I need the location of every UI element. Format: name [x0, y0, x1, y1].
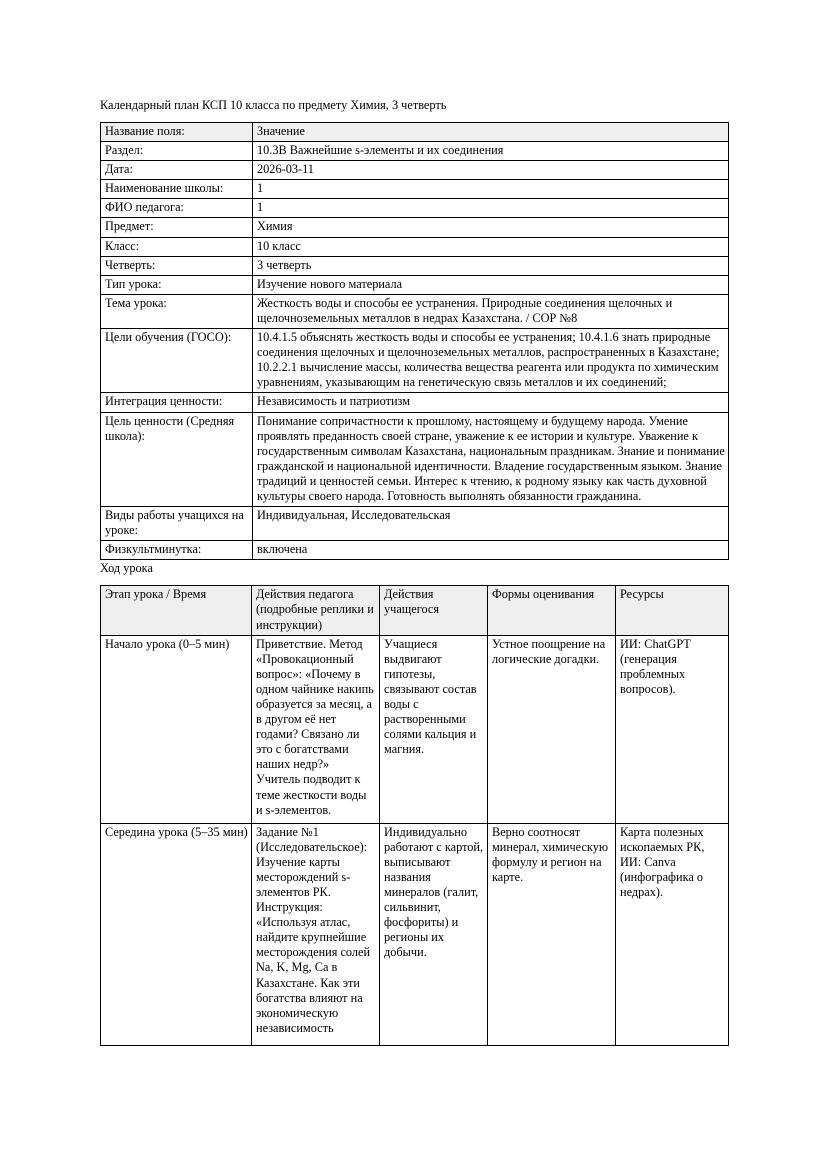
flow-cell-student: Учащиеся выдвигают гипотезы, связывают состав воды с растворенными солями кальция и магния. [380, 635, 488, 823]
flow-header-resources: Ресурсы [616, 586, 729, 635]
info-field-label: Наименование школы: [101, 180, 253, 199]
info-field-label: Дата: [101, 161, 253, 180]
flow-cell-student: Индивидуально работают с картой, выписывают названия минералов (галит, сильвинит, фосфориты) и регионы их добычи. [380, 823, 488, 1045]
info-field-value: 2026-03-11 [253, 161, 729, 180]
info-field-label: Интеграция ценности: [101, 393, 253, 412]
lesson-flow-caption: Ход урока [100, 561, 153, 576]
flow-cell-stage: Начало урока (0–5 мин) [101, 635, 252, 823]
info-field-label: Цели обучения (ГОСО): [101, 329, 253, 393]
flow-cell-resources: Карта полезных ископаемых РК, ИИ: Canva (инфографика о недрах). [616, 823, 729, 1045]
info-table-header-row [101, 123, 729, 142]
info-field-label: Тип урока: [101, 275, 253, 294]
table-row [101, 294, 729, 328]
table-row [101, 823, 729, 1045]
page-title: Календарный план КСП 10 класса по предмету Химия, 3 четверть [100, 98, 447, 112]
flow-cell-assessment: Верно соотносят минерал, химическую формулу и регион на карте. [488, 823, 616, 1045]
table-row [101, 142, 729, 161]
table-row [101, 275, 729, 294]
info-field-label: Цель ценности (Средняя школа): [101, 412, 253, 507]
flow-cell-teacher: Приветствие. Метод «Провокационный вопрос»: «Почему в одном чайнике накипь образуется за месяц, а в другом её нет годами? Связано ли это с богатствами наших недр?» Учитель подводит к теме жесткости воды и s-элементов. [252, 635, 380, 823]
flow-cell-assessment: Устное поощрение на логические догадки. [488, 635, 616, 823]
info-field-label: Четверть: [101, 256, 253, 275]
info-field-label: ФИО педагога: [101, 199, 253, 218]
table-row [101, 329, 729, 393]
info-field-value: 10.3В Важнейшие s-элементы и их соединения [253, 142, 729, 161]
flow-table-header-row [101, 586, 729, 635]
table-row [101, 541, 729, 560]
info-field-label: Тема урока: [101, 294, 253, 328]
table-row [101, 412, 729, 507]
flow-table-body [101, 586, 729, 1045]
flow-cell-teacher: Задание №1 (Исследовательское): Изучение карты месторождений s-элементов РК. Инструкция: «Используя атлас, найдите крупнейшие месторождения солей Na, K, Mg, Ca в Казахстане. Как эти богатства влияют на экономическую независимость [252, 823, 380, 1045]
info-field-value: 1 [253, 199, 729, 218]
info-field-value: Жесткость воды и способы ее устранения. Природные соединения щелочных и щелочноземельных металлов в недрах Казахстана. / СОР №8 [253, 294, 729, 328]
info-field-value: 3 четверть [253, 256, 729, 275]
table-row [101, 507, 729, 541]
table-row [101, 635, 729, 823]
info-field-label: Физкультминутка: [101, 541, 253, 560]
info-field-value: 10 класс [253, 237, 729, 256]
info-field-value: Понимание сопричастности к прошлому, настоящему и будущему народа. Умение проявлять преданность своей стране, уважение к ее истории и культуре. Уважение к государственным символам Казахстана, национальным праздникам. Знание и понимание гражданской и национальной идентичности. Владение государственным языком. Знание традиций и ценностей семьи. Интерес к чтению, к родному языку как часть духовной культуры своего народа. Готовность выполнять обязанности гражданина. [253, 412, 729, 507]
lesson-info-table [100, 122, 729, 560]
info-header-value: Значение [253, 123, 729, 142]
table-row [101, 218, 729, 237]
info-field-value: включена [253, 541, 729, 560]
info-field-value: Индивидуальная, Исследовательская [253, 507, 729, 541]
info-field-value: Изучение нового материала [253, 275, 729, 294]
flow-header-teacher-actions: Действия педагога (подробные реплики и инструкции) [252, 586, 380, 635]
info-field-value: 1 [253, 180, 729, 199]
table-row [101, 393, 729, 412]
info-table-body [101, 123, 729, 560]
table-row [101, 180, 729, 199]
info-field-label: Предмет: [101, 218, 253, 237]
info-field-value: 10.4.1.5 объяснять жесткость воды и способы ее устранения; 10.4.1.6 знать природные соединения щелочных и щелочноземельных металлов, распространенных в Казахстане; 10.2.2.1 вычисление массы, количества вещества реагента или продукта по химическим уравнениям, указывающим на генетическую связь металлов и их соединений; [253, 329, 729, 393]
flow-header-student-actions: Действия учащегося [380, 586, 488, 635]
table-row [101, 161, 729, 180]
table-row [101, 237, 729, 256]
table-row [101, 199, 729, 218]
table-row [101, 256, 729, 275]
info-field-label: Раздел: [101, 142, 253, 161]
info-header-field: Название поля: [101, 123, 253, 142]
info-field-label: Виды работы учащихся на уроке: [101, 507, 253, 541]
info-field-value: Химия [253, 218, 729, 237]
flow-cell-stage: Середина урока (5–35 мин) [101, 823, 252, 1045]
flow-cell-resources: ИИ: ChatGPT (генерация проблемных вопросов). [616, 635, 729, 823]
info-field-value: Независимость и патриотизм [253, 393, 729, 412]
lesson-flow-table [100, 585, 729, 1045]
info-field-label: Класс: [101, 237, 253, 256]
flow-header-assessment: Формы оценивания [488, 586, 616, 635]
flow-header-stage: Этап урока / Время [101, 586, 252, 635]
